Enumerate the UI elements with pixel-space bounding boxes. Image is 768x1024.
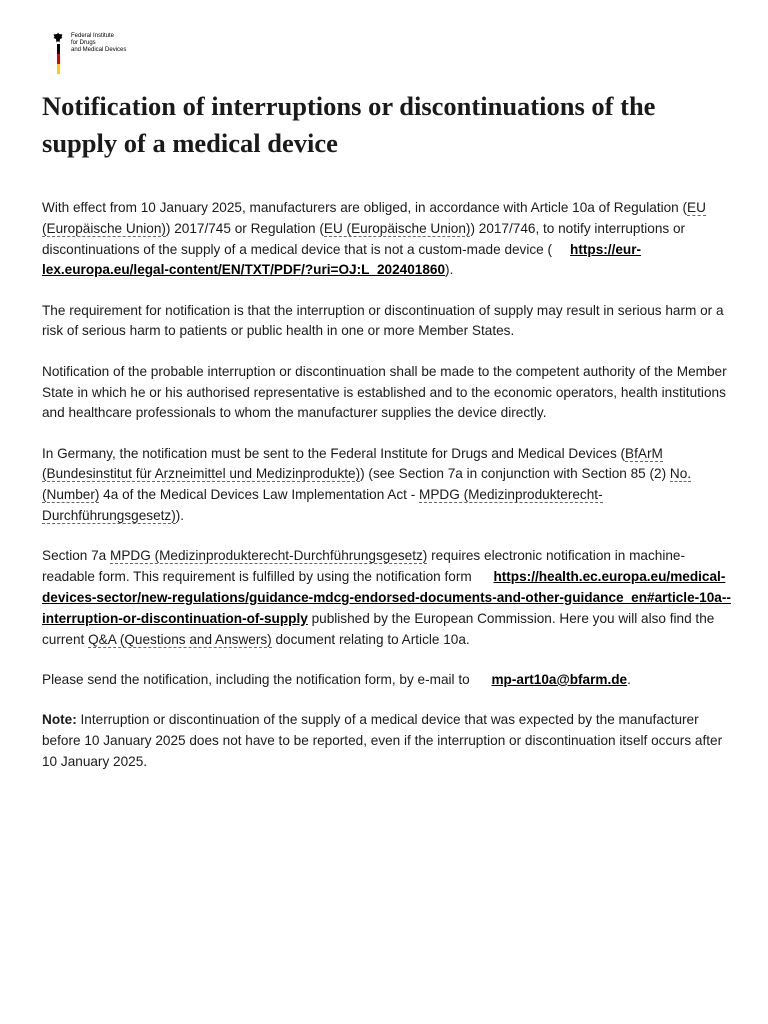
paragraph-note xyxy=(42,710,732,772)
federal-eagle-icon xyxy=(53,32,63,43)
paragraph-email xyxy=(42,670,732,691)
text: ) 2017/745 or Regulation ( xyxy=(165,220,324,236)
logo-line: for Drugs xyxy=(71,40,96,46)
text: requires electronic notification in machine-readable form. This requirement is fulfilled by using the notification form xyxy=(42,548,685,585)
article-body xyxy=(42,198,732,792)
logo-text xyxy=(71,32,126,54)
paragraph-notification-form xyxy=(42,546,732,650)
text: Please send the notification, including the notification form, by e-mail to xyxy=(42,671,474,687)
logo-graphic xyxy=(52,32,64,74)
note-label: Note: xyxy=(42,712,77,728)
paragraph-regulation xyxy=(42,198,732,281)
abbreviation-bfarm[interactable]: BfArM (Bundesinstitut für Arzneimittel und Medizinprodukte) xyxy=(42,445,663,482)
text: document relating to Article 10a. xyxy=(271,631,470,647)
text: In Germany, the notification must be sent to the Federal Institute for Drugs and Medical Devices ( xyxy=(42,445,626,461)
text: 4a of the Medical Devices Law Implementation Act - xyxy=(99,487,420,503)
eur-lex-link[interactable]: https://eur-lex.europa.eu/legal-content/EN/TXT/PDF/?uri=OJ:L_202401860 xyxy=(42,241,642,278)
abbreviation-eu[interactable]: EU (Europäische Union) xyxy=(42,200,706,236)
flag-stripe-black xyxy=(57,44,60,54)
text: ) 2017/746, to notify interruptions or discontinuations of the supply of a medical device that is not a custom-made device ( xyxy=(42,220,686,257)
flag-stripe-gold xyxy=(57,64,60,74)
ec-notification-form-link[interactable]: https://health.ec.europa.eu/medical-devices-sector/new-regulations/guidance-mdcg-endorsed-documents-and-other-guidance_en#article-10a--interruption-or-discontinuation-of-supply xyxy=(42,569,731,626)
german-flag-bar xyxy=(57,44,60,74)
abbreviation-qa[interactable]: Q&A (Questions and Answers) xyxy=(88,631,272,647)
paragraph-competent-authority: Notification of the probable interruption or discontinuation shall be made to the competent authority of the Member State in which he or his authorised representative is established and to the economic operators, health institutions and healthcare professionals to whom the manufacturer supplies the device directly. xyxy=(42,363,727,421)
logo-line: and Medical Devices xyxy=(71,47,127,53)
flag-stripe-red xyxy=(57,54,60,64)
page-title: Notification of interruptions or discontinuations of the supply of a medical device xyxy=(42,91,656,158)
text: ) (see Section 7a in conjunction with Section 85 (2) xyxy=(360,466,670,482)
note-text: Interruption or discontinuation of the supply of a medical device that was expected by the manufacturer before 10 January 2025 does not have to be reported, even if the interruption or discontinuation itself occurs after 10 January 2025. xyxy=(42,712,723,769)
text: With effect from 10 January 2025, manufacturers are obliged, in accordance with Article 10a of Regulation ( xyxy=(42,200,688,215)
text: published by the European Commission. Here you will also find the current xyxy=(42,610,715,647)
abbreviation-eu[interactable]: EU (Europäische Union) xyxy=(323,220,471,236)
text: ). xyxy=(445,262,454,278)
logo-line: Federal Institute xyxy=(71,33,115,39)
bfarm-logo[interactable] xyxy=(52,32,126,74)
text: . xyxy=(627,671,631,687)
email-link[interactable]: mp-art10a@bfarm.de xyxy=(491,671,628,687)
text: Section 7a xyxy=(42,548,111,564)
abbreviation-mpdg[interactable]: MPDG (Medizinprodukterecht-Durchführungsgesetz) xyxy=(110,548,428,564)
paragraph-germany xyxy=(42,444,732,527)
abbreviation-mpdg[interactable]: MPDG (Medizinprodukterecht-Durchführungsgesetz) xyxy=(42,487,603,524)
paragraph-requirement: The requirement for notification is that the interruption or discontinuation of supply may result in serious harm or a risk of serious harm to patients or public health in one or more Member States. xyxy=(42,302,724,339)
abbreviation-no[interactable]: No. (Number) xyxy=(42,466,692,503)
text: ). xyxy=(175,508,185,524)
